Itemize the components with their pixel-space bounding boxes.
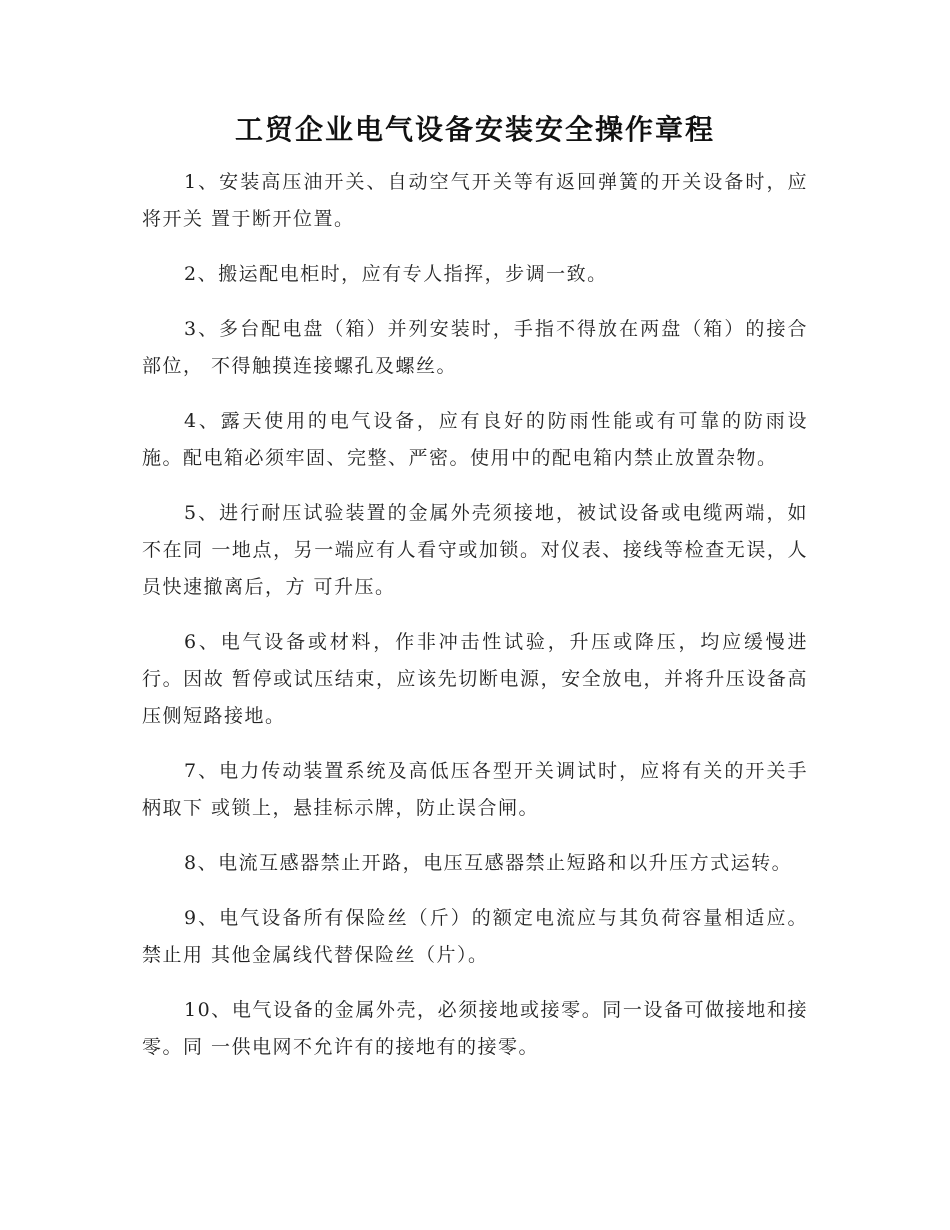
paragraph-1: 1、安装高压油开关、自动空气开关等有返回弹簧的开关设备时，应将开关 置于断开位置。 <box>142 171 808 230</box>
paragraph-10: 10、电气设备的金属外壳，必须接地或接零。同一设备可做接地和接零。同 一供电网不允许有的接地有的接零。 <box>142 999 808 1058</box>
document-page <box>142 110 808 1084</box>
paragraph-9: 9、电气设备所有保险丝（斤）的额定电流应与其负荷容量相适应。禁止用 其他金属线代替保险丝（片）。 <box>142 907 808 966</box>
paragraph-4: 4、露天使用的电气设备，应有良好的防雨性能或有可靠的防雨设施。配电箱必须牢固、完整、严密。使用中的配电箱内禁止放置杂物。 <box>142 410 808 469</box>
paragraph-5: 5、进行耐压试验装置的金属外壳须接地，被试设备或电缆两端，如不在同 一地点，另一端应有人看守或加锁。对仪表、接线等检查无误，人员快速撤离后，方 可升压。 <box>142 502 808 598</box>
paragraph-8: 8、电流互感器禁止开路，电压互感器禁止短路和以升压方式运转。 <box>184 852 793 874</box>
paragraph-7: 7、电力传动装置系统及高低压各型开关调试时，应将有关的开关手柄取下 或锁上，悬挂标示牌，防止误合闸。 <box>142 760 808 819</box>
paragraph-6: 6、电气设备或材料，作非冲击性试验，升压或降压，均应缓慢进行。因故 暂停或试压结束，应该先切断电源，安全放电，并将升压设备高压侧短路接地。 <box>142 631 808 727</box>
paragraph-3: 3、多台配电盘（箱）并列安装时，手指不得放在两盘（箱）的接合部位， 不得触摸连接螺孔及螺丝。 <box>142 318 808 377</box>
paragraph-2: 2、搬运配电柜时，应有专人指挥，步调一致。 <box>184 263 608 285</box>
document-title: 工贸企业电气设备安装安全操作章程 <box>234 113 715 146</box>
